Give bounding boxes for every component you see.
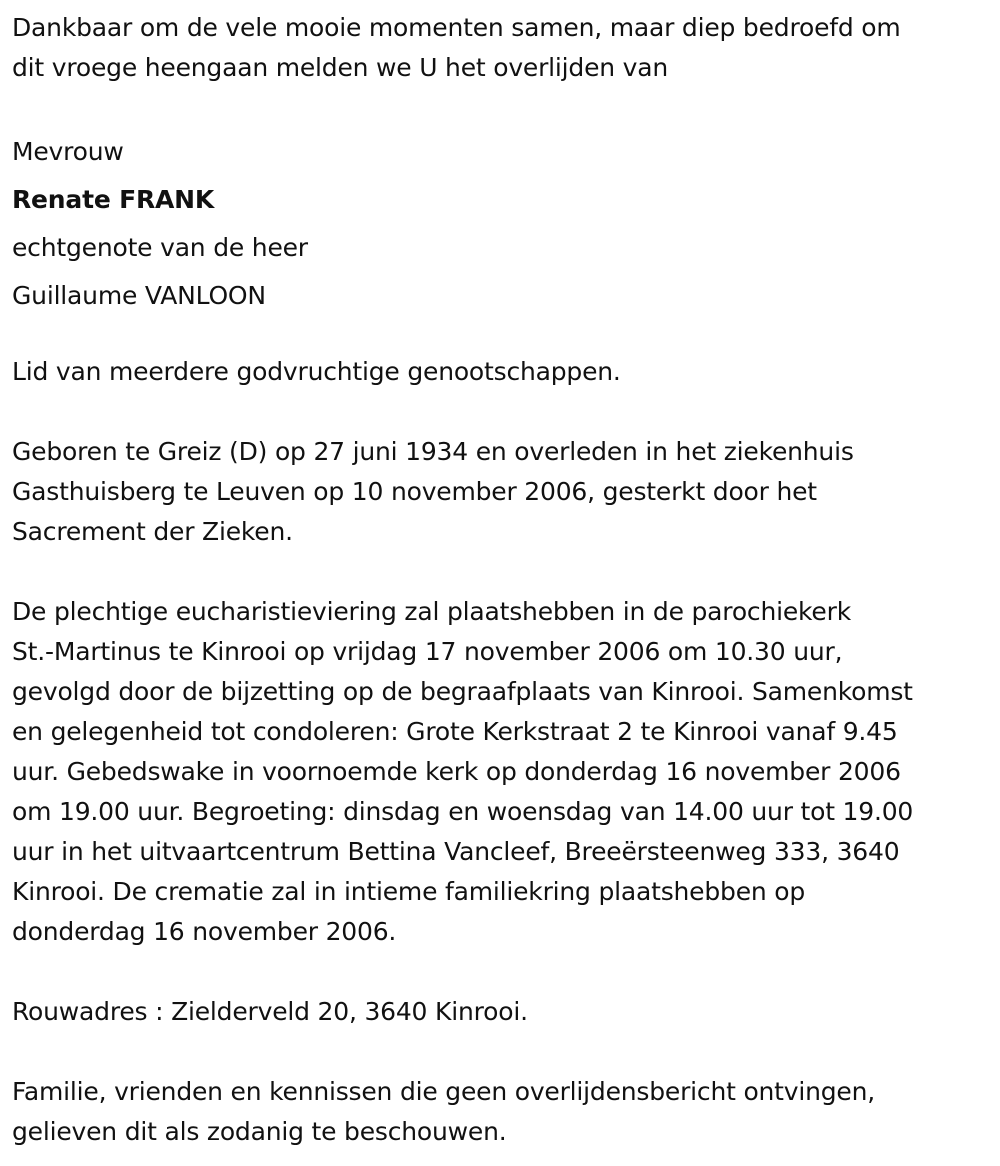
ceremony-paragraph: De plechtige eucharistieviering zal plaatshebben in de parochiekerk St.-Martinus te Kinrooi op vrijdag 17 november 2006 om 10.30 uur, gevolgd door de bijzetting op de begraafplaats van Kinrooi. Samenkomst en gelegenheid tot condoleren: Grote Kerkstraat 2 te Kinrooi vanaf 9.45 uur. Gebedswake in voornoemde kerk op donderdag 16 november 2006 om 19.00 uur. Begroeting: dinsdag en woensdag van 14.00 uur tot 19.00 uur in het uitvaartcentrum Bettina Vancleef, Breeërsteenweg 333, 3640 Kinrooi. De crematie zal in intieme familiekring plaatshebben op donderdag 16 november 2006. (12, 597, 914, 946)
deceased-title: Mevrouw (12, 137, 124, 166)
spacer (12, 88, 994, 128)
spacer (12, 952, 994, 992)
spacer (12, 392, 994, 432)
spacer (12, 1032, 994, 1072)
closing-paragraph: Familie, vrienden en kennissen die geen overlijdensbericht ontvingen, gelieven dit als zodanig te beschouwen. (12, 1077, 876, 1146)
deceased-name: Renate FRANK (12, 185, 215, 214)
relation-text: echtgenote van de heer (12, 233, 308, 262)
obituary-notice (12, 8, 994, 1152)
birth-death-paragraph: Geboren te Greiz (D) op 27 juni 1934 en overleden in het ziekenhuis Gasthuisberg te Leuven op 10 november 2006, gesterkt door het Sacrement der Zieken. (12, 437, 854, 546)
spacer (12, 320, 994, 352)
deceased-block (12, 128, 994, 320)
mourning-address: Rouwadres : Zielderveld 20, 3640 Kinrooi. (12, 997, 528, 1026)
membership-paragraph: Lid van meerdere godvruchtige genootschappen. (12, 357, 621, 386)
intro-paragraph: Dankbaar om de vele mooie momenten samen, maar diep bedroefd om dit vroege heengaan melden we U het overlijden van (12, 13, 901, 82)
spacer (12, 552, 994, 592)
spouse-name: Guillaume VANLOON (12, 281, 266, 310)
